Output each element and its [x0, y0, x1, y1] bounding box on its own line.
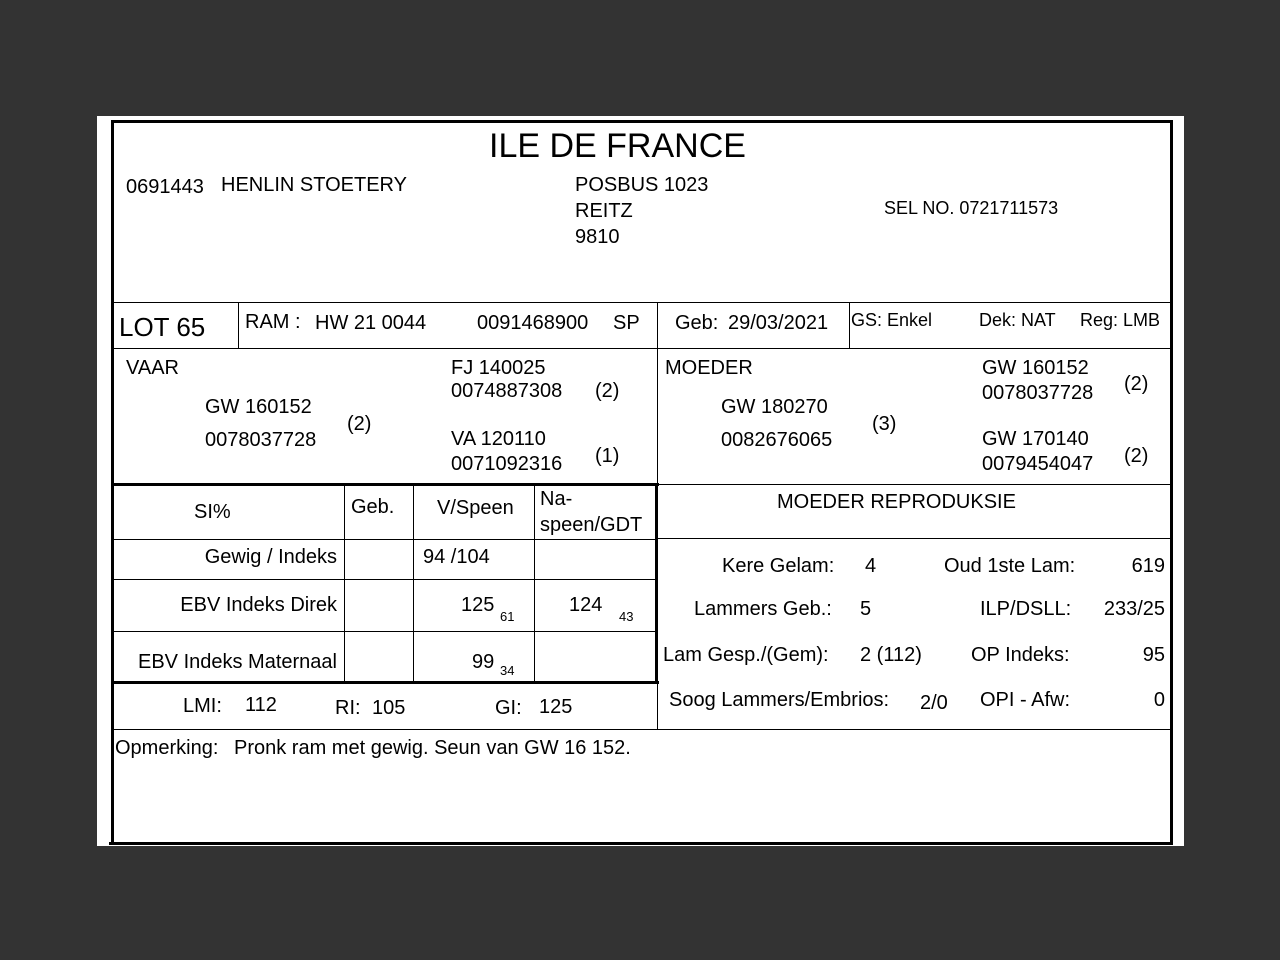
gi-value: 125 [539, 696, 573, 718]
breeder-number: 0691443 [126, 176, 204, 198]
row-direk-label: EBV Indeks Direk [180, 594, 337, 616]
si-table-bottom [111, 681, 659, 684]
repro-title-line [657, 538, 1173, 539]
moeder-count: (3) [872, 413, 897, 435]
birth-date: 29/03/2021 [728, 312, 829, 334]
moeder-sire-number: 0078037728 [982, 382, 1094, 404]
vaar-count: (2) [347, 413, 372, 435]
lmi-value: 112 [245, 694, 277, 716]
moeder-number: 0082676065 [721, 429, 833, 451]
row-direk-naspeen: 124 [569, 594, 603, 616]
vspeen-header: V/Speen [437, 497, 514, 519]
op-label: OP Indeks: [971, 644, 1070, 666]
vaar-sire-id: FJ 140025 [451, 357, 546, 379]
birth-label: Geb: [675, 312, 719, 334]
oud-value: 619 [1131, 555, 1165, 577]
gs-field: GS: Enkel [851, 310, 933, 330]
ri-value: 105 [372, 697, 406, 719]
row-direk-naspeen-sub: 43 [619, 609, 634, 624]
si-col-geb [344, 484, 345, 682]
vaar-sire-number: 0074887308 [451, 380, 563, 402]
address-line3: 9810 [575, 226, 620, 248]
dek-field: Dek: NAT [979, 310, 1056, 330]
si-col-naspeen [534, 484, 535, 682]
lot-row-top [111, 302, 1173, 303]
sel-number: SEL NO. 0721711573 [884, 198, 1059, 218]
repro-top [657, 484, 1173, 485]
vaar-sire-count: (2) [595, 380, 620, 402]
lot-row-bottom [111, 348, 1173, 349]
lammers-value: 5 [860, 598, 872, 620]
lot-divider [238, 302, 239, 348]
row-gewig-vspeen: 94 /104 [423, 546, 490, 568]
vaar-number: 0078037728 [205, 429, 317, 451]
lot-label: LOT 65 [119, 312, 206, 342]
moeder-dam-id: GW 170140 [982, 428, 1089, 450]
reg-field: Reg: LMB [1080, 310, 1161, 330]
ram-label: RAM : [245, 311, 301, 333]
kere-value: 4 [865, 555, 877, 577]
vaar-dam-count: (1) [595, 445, 620, 467]
breeder-name: HENLIN STOETERY [221, 174, 407, 196]
lmi-label: LMI: [183, 695, 222, 717]
address-line1: POSBUS 1023 [575, 174, 709, 196]
center-divider [657, 302, 658, 484]
gi-label: GI: [495, 697, 522, 719]
vaar-label: VAAR [126, 357, 179, 379]
gesp-label: Lam Gesp./(Gem): [663, 644, 829, 666]
row-direk-vspeen: 125 [461, 594, 495, 616]
opi-value: 0 [1153, 689, 1165, 711]
moeder-sire-id: GW 160152 [982, 357, 1089, 379]
si-col-vspeen [413, 484, 414, 682]
si-row-line-2 [111, 579, 657, 580]
si-header: SI% [194, 501, 231, 523]
kere-label: Kere Gelam: [722, 555, 835, 577]
indices-divider [657, 682, 658, 730]
opi-label: OPI - Afw: [980, 689, 1071, 711]
ilp-value: 233/25 [1103, 598, 1165, 620]
geb-divider [849, 302, 850, 348]
ram-number: 0091468900 [477, 312, 589, 334]
opmerking-top [111, 729, 1173, 730]
sale-card [97, 116, 1184, 846]
row-maternaal-vspeen: 99 [472, 651, 495, 673]
card-title: ILE DE FRANCE [489, 127, 746, 165]
address-line2: REITZ [575, 200, 633, 222]
moeder-label: MOEDER [665, 357, 753, 379]
moeder-dam-count: (2) [1124, 445, 1149, 467]
moeder-dam-number: 0079454047 [982, 453, 1094, 475]
si-table-right [655, 483, 658, 682]
op-value: 95 [1142, 644, 1165, 666]
vaar-dam-id: VA 120110 [451, 428, 546, 450]
vaar-id: GW 160152 [205, 396, 312, 418]
ilp-label: ILP/DSLL: [980, 598, 1072, 620]
soog-label: Soog Lammers/Embrios: [669, 689, 890, 711]
vaar-dam-number: 0071092316 [451, 453, 563, 475]
frame-bottom [109, 842, 1173, 845]
ri-label: RI: [335, 697, 361, 719]
row-maternaal-label: EBV Indeks Maternaal [138, 651, 337, 673]
repro-title: MOEDER REPRODUKSIE [777, 491, 1016, 513]
naspeen-header: Na- speen/GDT [540, 488, 643, 536]
moeder-sire-count: (2) [1124, 373, 1149, 395]
moeder-id: GW 180270 [721, 396, 828, 418]
geb-header: Geb. [351, 496, 395, 518]
opmerking-text: Pronk ram met gewig. Seun van GW 16 152. [234, 737, 631, 759]
oud-label: Oud 1ste Lam: [944, 555, 1076, 577]
si-row-line-1 [111, 539, 657, 540]
row-maternaal-vspeen-sub: 34 [500, 663, 515, 678]
frame-right [1170, 120, 1173, 844]
soog-value: 2/0 [920, 692, 948, 714]
row-gewig-label: Gewig / Indeks [204, 546, 337, 568]
ram-grade: SP [613, 312, 640, 334]
row-direk-vspeen-sub: 61 [500, 609, 515, 624]
frame-top [111, 120, 1173, 123]
ram-id: HW 21 0044 [315, 312, 427, 334]
si-row-line-3 [111, 631, 657, 632]
gesp-value: 2 (112) [860, 644, 922, 666]
frame-left [111, 120, 114, 844]
opmerking-label: Opmerking: [115, 737, 219, 759]
lammers-label: Lammers Geb.: [694, 598, 832, 620]
